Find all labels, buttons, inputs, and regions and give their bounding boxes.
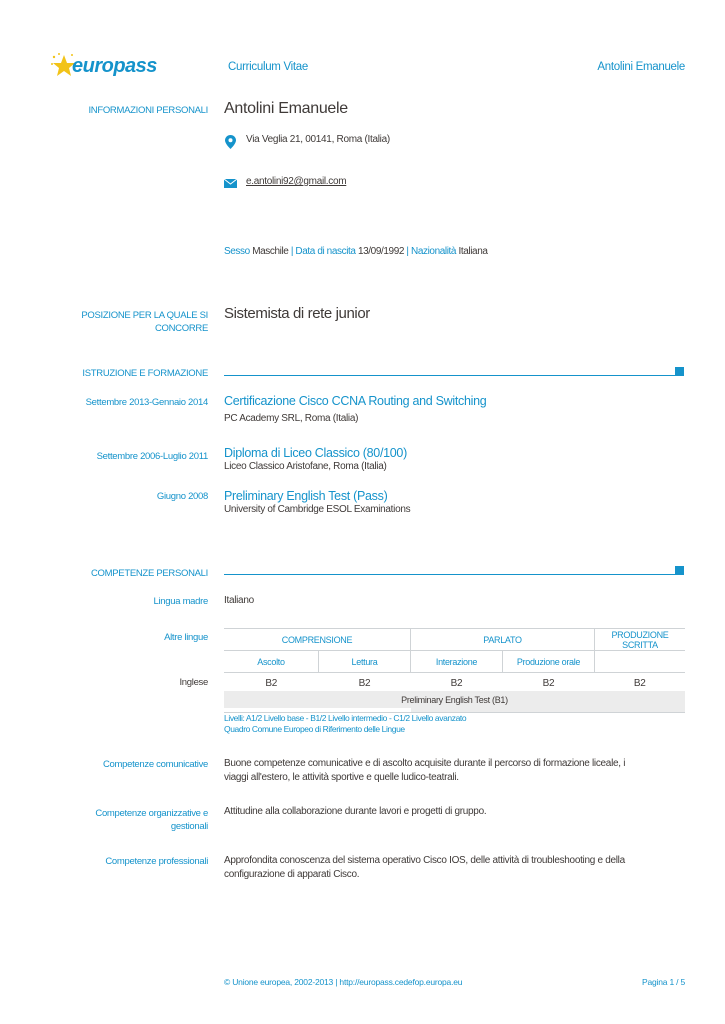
header-produzione-scritta: PRODUZIONE SCRITTA xyxy=(595,629,686,651)
skills-divider-marker xyxy=(675,566,684,575)
nationality-value: Italiana xyxy=(458,246,488,257)
sex-value: Maschile xyxy=(252,246,289,257)
education-section-label: ISTRUZIONE E FORMAZIONE xyxy=(82,368,208,379)
education-divider xyxy=(224,375,678,376)
footer-page-number: Pagina 1 / 5 xyxy=(642,977,685,987)
mother-tongue-label: Lingua madre xyxy=(153,596,208,607)
communicative-line-2: viaggi all'estero, le attività sportive e quelle ludico-teatrali. xyxy=(224,772,459,783)
sub-empty xyxy=(595,651,686,673)
skills-section-label: COMPETENZE PERSONALI xyxy=(91,568,208,579)
communicative-value xyxy=(224,757,674,785)
logo-text: europass xyxy=(72,55,157,77)
level-cell: B2 xyxy=(265,678,278,689)
sub-ascolto: Ascolto xyxy=(224,651,319,673)
nationality-label: | Nazionalità xyxy=(406,246,457,257)
certificate-label: Preliminary English Test (B1) xyxy=(401,695,508,705)
professional-value xyxy=(224,854,679,882)
email-icon xyxy=(224,179,237,188)
email-link[interactable]: e.antolini92@gmail.com xyxy=(246,176,347,187)
footer-copyright[interactable]: © Unione europea, 2002-2013 | http://europass.cedefop.europa.eu xyxy=(224,977,463,987)
professional-line-2: configurazione di apparati Cisco. xyxy=(224,869,360,880)
position-label-line2: CONCORRE xyxy=(154,323,208,334)
location-icon xyxy=(225,135,236,149)
doc-title: Curriculum Vitae xyxy=(228,61,308,73)
level-cell: B2 xyxy=(450,678,463,689)
personal-details xyxy=(224,246,488,257)
levels-legend xyxy=(224,713,466,735)
levels-note-2: Quadro Comune Europeo di Riferimento delle Lingue xyxy=(224,724,405,734)
communicative-line-1: Buone competenze comunicative e di ascolto acquisite durante il percorso di formazione liceale, i xyxy=(224,758,626,769)
mother-tongue-value: Italiano xyxy=(224,595,254,606)
edu-title: Preliminary English Test (Pass) xyxy=(224,489,388,503)
edu-date: Settembre 2013-Gennaio 2014 xyxy=(85,397,208,408)
position-value: Sistemista di rete junior xyxy=(224,305,370,322)
personal-section-label: INFORMAZIONI PERSONALI xyxy=(88,105,208,116)
edu-date: Giugno 2008 xyxy=(156,491,208,502)
edu-title: Diploma di Liceo Classico (80/100) xyxy=(224,446,407,460)
header-person-name: Antolini Emanuele xyxy=(597,61,685,73)
level-cell: B2 xyxy=(633,678,646,689)
level-cell: B2 xyxy=(542,678,555,689)
organizational-label-line-1: Competenze organizzative e xyxy=(95,808,208,819)
level-cell: B2 xyxy=(358,678,371,689)
levels-note-1: Livelli: A1/2 Livello base - B1/2 Livello intermedio - C1/2 Livello avanzato xyxy=(224,713,467,723)
sub-interazione: Interazione xyxy=(411,651,503,673)
organizational-label xyxy=(95,807,208,833)
other-languages-label: Altre lingue xyxy=(164,632,208,643)
sub-produzione-orale: Produzione orale xyxy=(503,651,595,673)
header-comprensione: COMPRENSIONE xyxy=(224,629,411,651)
birth-label: | Data di nascita xyxy=(290,246,356,257)
position-label-line1: POSIZIONE PER LA QUALE SI xyxy=(81,310,208,321)
edu-org: PC Academy SRL, Roma (Italia) xyxy=(224,413,359,424)
person-name: Antolini Emanuele xyxy=(224,100,348,117)
sub-lettura: Lettura xyxy=(319,651,411,673)
communicative-label: Competenze comunicative xyxy=(102,759,208,770)
edu-date: Settembre 2006-Luglio 2011 xyxy=(96,451,208,462)
header-parlato: PARLATO xyxy=(411,629,595,651)
europass-logo xyxy=(50,52,157,82)
language-name: Inglese xyxy=(179,677,208,688)
professional-label: Competenze professionali xyxy=(105,856,208,867)
organizational-value: Attitudine alla collaborazione durante lavori e progetti di gruppo. xyxy=(224,806,487,817)
edu-org: Liceo Classico Aristofane, Roma (Italia) xyxy=(224,461,387,472)
birth-value: 13/09/1992 xyxy=(357,246,405,257)
organizational-label-line-2: gestionali xyxy=(170,821,208,832)
edu-title: Certificazione Cisco CCNA Routing and Switching xyxy=(224,394,487,408)
position-label xyxy=(81,309,208,335)
professional-line-1: Approfondita conoscenza del sistema operativo Cisco IOS, delle attività di troubleshooting e della xyxy=(224,855,625,866)
sex-label: Sesso xyxy=(224,246,250,257)
edu-org: University of Cambridge ESOL Examinations xyxy=(224,504,411,515)
education-divider-marker xyxy=(675,367,684,376)
skills-divider xyxy=(224,574,678,575)
address: Via Veglia 21, 00141, Roma (Italia) xyxy=(246,134,390,145)
